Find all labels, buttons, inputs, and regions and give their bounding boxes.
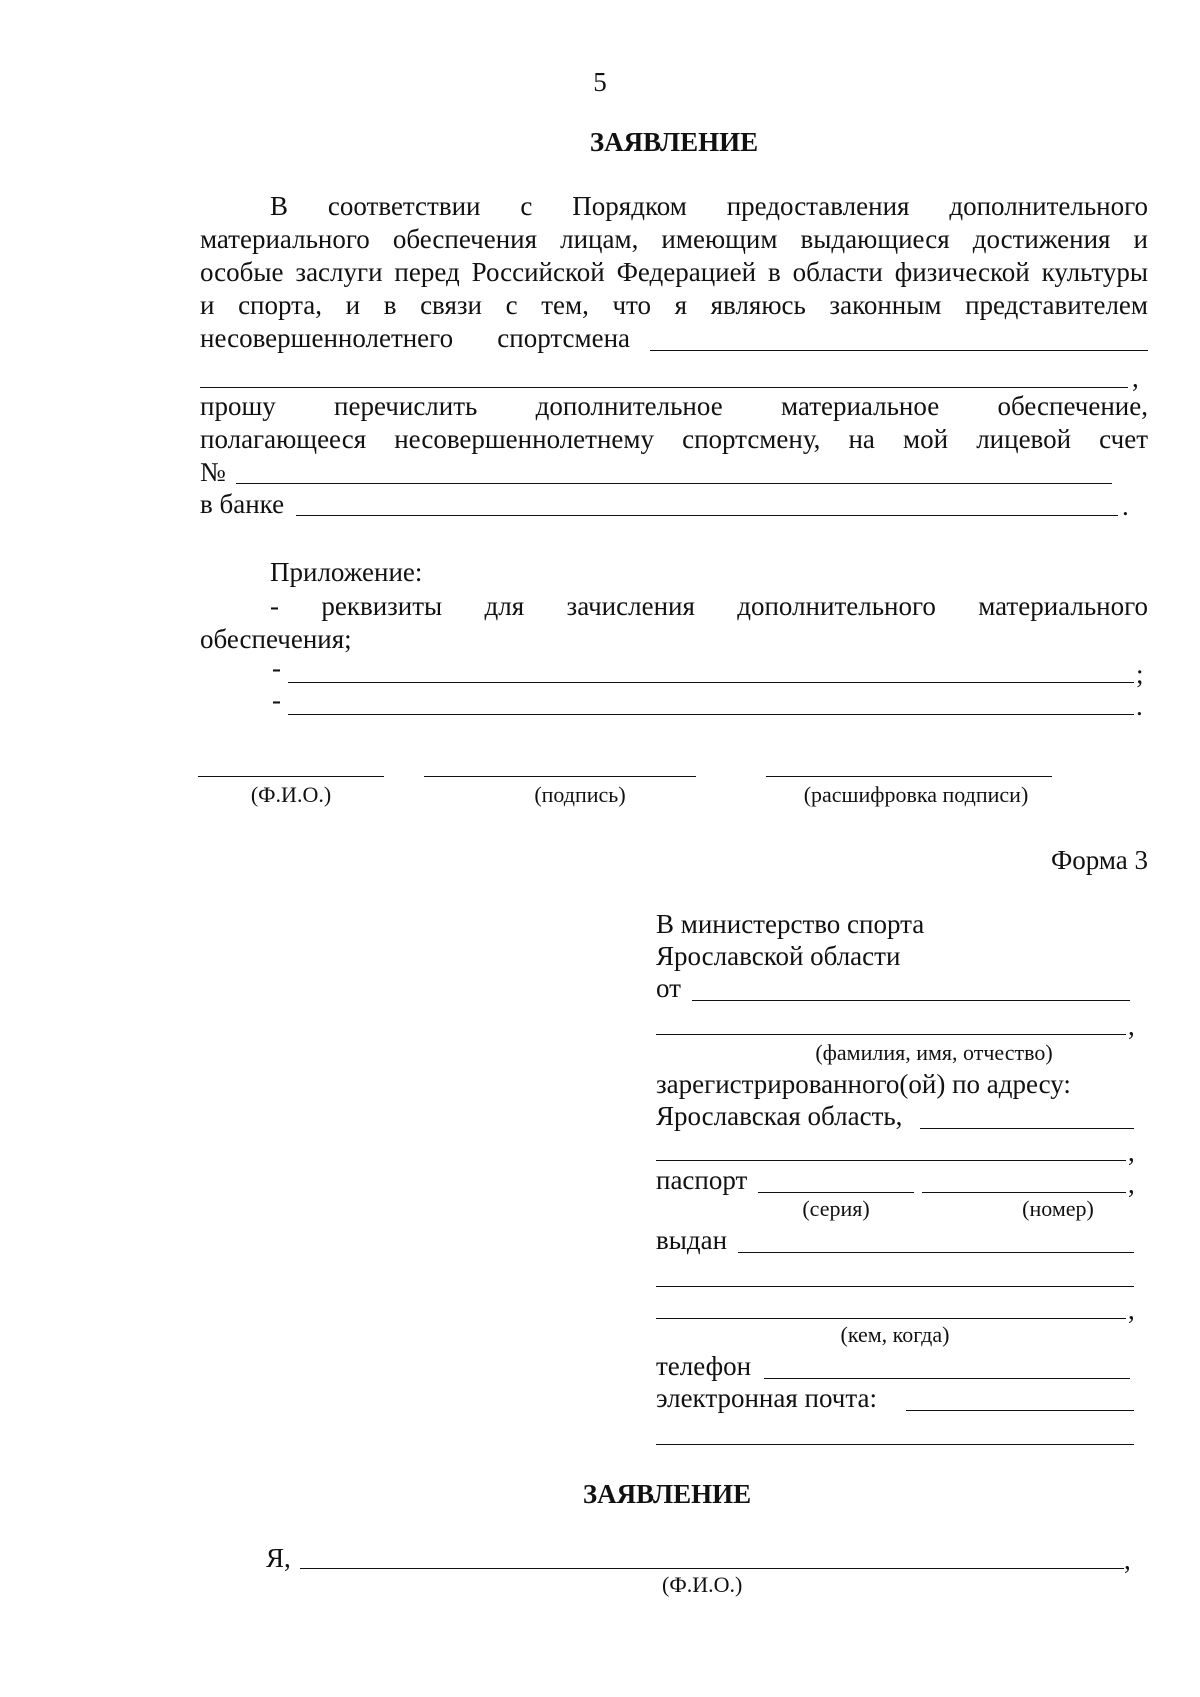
i-fio-field[interactable] <box>300 1568 1124 1569</box>
form-label: Форма 3 <box>1050 845 1148 875</box>
attachment-item-3-field[interactable] <box>288 714 1134 715</box>
comma-i: , <box>1124 1545 1131 1575</box>
attachment-label: Приложение: <box>270 557 423 587</box>
attachment-item-2-field[interactable] <box>288 682 1134 683</box>
athlete-name-field[interactable] <box>650 350 1148 351</box>
paragraph-line-5: несовершеннолетнего спортсмена <box>200 323 630 353</box>
registered-label: зарегистрированного(ой) по адресу: <box>656 1069 1071 1099</box>
attachment-dash-3: - <box>272 685 281 715</box>
passport-series-field[interactable] <box>758 1192 914 1193</box>
issued-field-2[interactable] <box>656 1286 1134 1287</box>
comma-passport: , <box>1128 1169 1135 1199</box>
paragraph-line-1: В соответствии с Порядком предоставления дополнительного <box>270 191 1148 221</box>
series-caption: (серия) <box>802 1196 870 1221</box>
request-line-2: полагающееся несовершеннолетнему спортсмену, на мой лицевой счет <box>200 424 1148 454</box>
bank-label: в банке <box>200 489 285 519</box>
issued-field-3[interactable] <box>656 1318 1126 1319</box>
fio-full-caption: (фамилия, имя, отчество) <box>815 1040 1053 1065</box>
issued-field[interactable] <box>738 1252 1134 1253</box>
fio-caption: (Ф.И.О.) <box>250 782 332 807</box>
signature-caption: (подпись) <box>534 782 626 807</box>
signature-field[interactable] <box>424 776 696 777</box>
from-field[interactable] <box>692 1000 1130 1001</box>
phone-label: телефон <box>656 1351 752 1381</box>
recipient-line-2: Ярославской области <box>656 941 901 971</box>
address-field[interactable] <box>920 1128 1134 1129</box>
number-caption: (номер) <box>1022 1196 1094 1221</box>
bank-field[interactable] <box>296 515 1118 516</box>
fio-signature-field[interactable] <box>198 776 384 777</box>
comma: , <box>1132 363 1139 393</box>
issued-label: выдан <box>656 1225 728 1255</box>
account-number-field[interactable] <box>236 483 1112 484</box>
email-label: электронная почта: <box>656 1383 877 1413</box>
signature-decoding-caption: (расшифровка подписи) <box>803 782 1029 807</box>
period-2: . <box>1136 691 1143 721</box>
issued-caption: (кем, когда) <box>840 1322 950 1347</box>
attachment-item-1-line-1: - реквизиты для зачисления дополнительного материального <box>270 591 1148 621</box>
phone-field[interactable] <box>764 1378 1130 1379</box>
form3-statement-title: ЗАЯВЛЕНИЕ <box>582 1479 752 1509</box>
attachment-item-1-line-2: обеспечения; <box>200 624 352 654</box>
passport-label: паспорт <box>656 1165 748 1195</box>
paragraph-line-4: и спорта, и в связи с тем, что я являюсь законным представителем <box>200 290 1148 320</box>
period: . <box>1122 491 1129 521</box>
i-fio-caption: (Ф.И.О.) <box>662 1572 743 1597</box>
comma-from: , <box>1128 1011 1135 1041</box>
paragraph-line-2: материального обеспечения лицам, имеющим выдающиеся достижения и <box>200 224 1148 254</box>
email-field-continued[interactable] <box>656 1444 1134 1445</box>
region-label: Ярославская область, <box>656 1101 903 1131</box>
signature-decoding-field[interactable] <box>766 776 1052 777</box>
paragraph-line-3: особые заслуги перед Российской Федерацией в области физической культуры <box>200 257 1148 287</box>
comma-address: , <box>1128 1137 1135 1167</box>
recipient-line-1: В министерство спорта <box>656 909 925 939</box>
from-label: от <box>656 973 681 1003</box>
attachment-dash-2: - <box>272 653 281 683</box>
account-number-label: № <box>200 457 226 487</box>
from-field-continued[interactable] <box>656 1034 1126 1035</box>
email-field[interactable] <box>906 1410 1134 1411</box>
request-line-1: прошу перечислить дополнительное материальное обеспечение, <box>200 391 1148 421</box>
passport-number-field[interactable] <box>922 1192 1126 1193</box>
comma-issued: , <box>1128 1295 1135 1325</box>
semicolon: ; <box>1136 659 1144 689</box>
i-label: Я, <box>266 1543 291 1573</box>
page-number: 5 <box>593 67 607 97</box>
athlete-name-field-continued[interactable] <box>200 387 1128 388</box>
address-field-continued[interactable] <box>656 1160 1126 1161</box>
statement-title: ЗАЯВЛЕНИЕ <box>589 127 759 157</box>
